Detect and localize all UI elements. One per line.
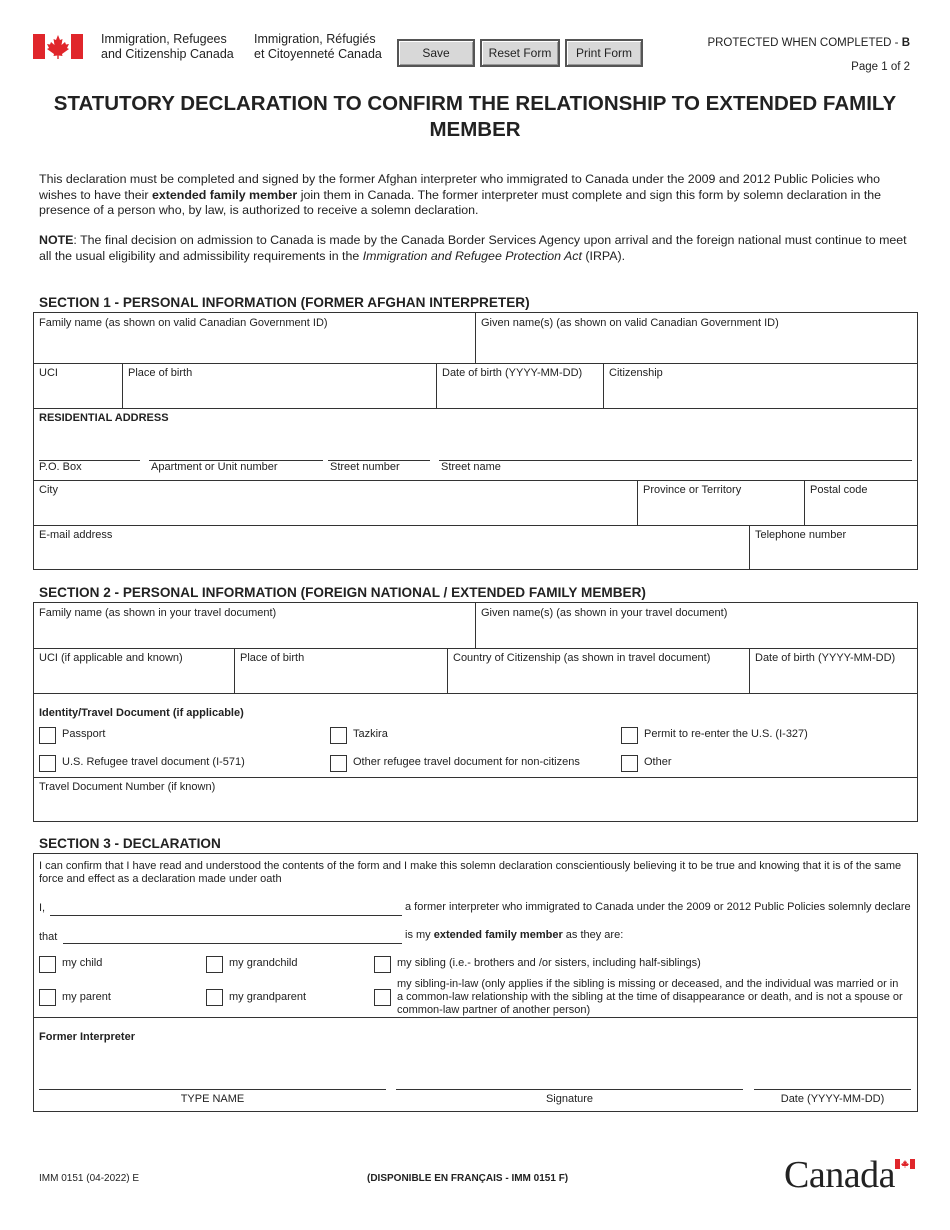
my-sibling-in-law-checkbox[interactable] xyxy=(374,989,391,1006)
canada-flag-icon xyxy=(33,34,83,59)
my-sibling-checkbox[interactable] xyxy=(374,956,391,973)
s1-place-of-birth-field[interactable]: Place of birth xyxy=(128,367,193,379)
refugee-doc-label: U.S. Refugee travel document (I-571) xyxy=(62,756,245,768)
save-button[interactable]: Save xyxy=(397,39,475,67)
my-parent-label: my parent xyxy=(62,991,111,1003)
declare-text: a former interpreter who immigrated to Canada under the 2009 or 2012 Public Policies solemnly declare xyxy=(405,901,911,913)
s2-uci-field[interactable]: UCI (if applicable and known) xyxy=(39,652,183,664)
tazkira-label: Tazkira xyxy=(353,728,388,740)
intro-paragraph: This declaration must be completed and signed by the former Afghan interpreter who immigrated to Canada under the 2009 and 2012 Public Policies who wishes to have their extended family member join them in Canada. The former interpreter must complete and sign this form by solemn declaration in the presence of a person who, by law, is authorized to receive a solemn declaration. xyxy=(39,172,882,217)
declarant-name-input[interactable] xyxy=(50,898,402,915)
refugee-doc-checkbox[interactable] xyxy=(39,755,56,772)
s1-family-name-field[interactable]: Family name (as shown on valid Canadian Government ID) xyxy=(39,317,328,329)
s2-given-names-field[interactable]: Given name(s) (as shown in your travel document) xyxy=(481,607,728,619)
s2-dob-field[interactable]: Date of birth (YYYY-MM-DD) xyxy=(755,652,896,664)
type-name-input[interactable] xyxy=(39,1059,386,1089)
reset-form-button[interactable]: Reset Form xyxy=(480,39,560,67)
s1-dob-field[interactable]: Date of birth (YYYY-MM-DD) xyxy=(442,367,583,379)
section-1-box xyxy=(33,312,918,570)
s1-given-names-field[interactable]: Given name(s) (as shown on valid Canadian Government ID) xyxy=(481,317,779,329)
my-sibling-in-law-label: my sibling-in-law (only applies if the sibling is missing or deceased, and the individual was married or in a common-law relationship with the sibling at the time of disappearance or death, and is not a spouse or common-law partner of another person) xyxy=(397,978,903,1016)
extended-family-member-text: is my extended family member as they are: xyxy=(405,929,624,941)
other-refugee-doc-checkbox[interactable] xyxy=(330,755,347,772)
my-grandparent-label: my grandparent xyxy=(229,991,307,1003)
section-3-title: SECTION 3 - DECLARATION xyxy=(39,836,221,851)
protected-label: PROTECTED WHEN COMPLETED - B xyxy=(707,37,910,49)
signature-input[interactable] xyxy=(396,1059,743,1089)
government-header xyxy=(33,30,918,78)
date-label: Date (YYYY-MM-DD) xyxy=(780,1093,885,1105)
department-name-english: Immigration, Refugees and Citizenship Canada xyxy=(101,32,234,61)
signature-label: Signature xyxy=(545,1093,594,1105)
former-interpreter-heading: Former Interpreter xyxy=(39,1031,135,1043)
s1-province-field[interactable]: Province or Territory xyxy=(643,484,742,496)
i-label: I, xyxy=(39,902,46,914)
permit-checkbox[interactable] xyxy=(621,727,638,744)
passport-checkbox[interactable] xyxy=(39,727,56,744)
family-member-name-input[interactable] xyxy=(63,926,402,943)
print-form-button[interactable]: Print Form xyxy=(565,39,643,67)
type-name-label: TYPE NAME xyxy=(180,1093,245,1105)
department-name-french: Immigration, Réfugiés et Citoyenneté Canada xyxy=(254,32,382,61)
my-grandchild-checkbox[interactable] xyxy=(206,956,223,973)
declaration-confirm-text: I can confirm that I have read and understood the contents of the form and I make this solemn declaration conscientiously believing it to be true and knowing that it is of the same force and effect as a declaration made under oath xyxy=(39,860,902,885)
s2-family-name-field[interactable]: Family name (as shown in your travel document) xyxy=(39,607,277,619)
s1-uci-field[interactable]: UCI xyxy=(39,367,58,379)
s1-residential-address-heading: RESIDENTIAL ADDRESS xyxy=(39,412,169,424)
section-2-title: SECTION 2 - PERSONAL INFORMATION (FOREIGN NATIONAL / EXTENDED FAMILY MEMBER) xyxy=(39,585,646,600)
s2-place-of-birth-field[interactable]: Place of birth xyxy=(240,652,305,664)
other-refugee-doc-label: Other refugee travel document for non-citizens xyxy=(353,756,580,768)
section-3-box xyxy=(33,853,918,1112)
other-doc-label: Other xyxy=(644,756,672,768)
my-child-checkbox[interactable] xyxy=(39,956,56,973)
my-child-label: my child xyxy=(62,957,103,969)
my-grandchild-label: my grandchild xyxy=(229,957,298,969)
s1-street-number-field[interactable]: Street number xyxy=(330,461,400,473)
my-parent-checkbox[interactable] xyxy=(39,989,56,1006)
page-number: Page 1 of 2 xyxy=(851,61,910,73)
form-code: IMM 0151 (04-2022) E xyxy=(39,1173,140,1184)
other-doc-checkbox[interactable] xyxy=(621,755,638,772)
note-paragraph: NOTE: The final decision on admission to Canada is made by the Canada Border Services Agency upon arrival and the foreign national must continue to meet all the usual eligibility and admissibility requirements in the Immigration and Refugee Protection Act (IRPA). xyxy=(39,233,907,263)
s1-po-box-field[interactable]: P.O. Box xyxy=(39,461,82,473)
canada-wordmark: Canada xyxy=(784,1154,895,1196)
section-2-box xyxy=(33,602,918,822)
s1-city-field[interactable]: City xyxy=(39,484,58,496)
s1-apt-field[interactable]: Apartment or Unit number xyxy=(151,461,278,473)
french-availability: (DISPONIBLE EN FRANÇAIS - IMM 0151 F) xyxy=(367,1173,569,1184)
form-title: STATUTORY DECLARATION TO CONFIRM THE RELATIONSHIP TO EXTENDED FAMILY MEMBER xyxy=(53,92,897,141)
s1-telephone-field[interactable]: Telephone number xyxy=(755,529,847,541)
passport-label: Passport xyxy=(62,728,106,740)
canada-wordmark-flag-icon xyxy=(895,1159,915,1169)
s1-postal-code-field[interactable]: Postal code xyxy=(810,484,868,496)
my-grandparent-checkbox[interactable] xyxy=(206,989,223,1006)
travel-doc-number-field[interactable]: Travel Document Number (if known) xyxy=(39,781,216,793)
s2-identity-doc-heading: Identity/Travel Document (if applicable) xyxy=(39,707,244,719)
s1-street-name-field[interactable]: Street name xyxy=(441,461,501,473)
permit-label: Permit to re-enter the U.S. (I-327) xyxy=(644,728,808,740)
my-sibling-label: my sibling (i.e.- brothers and /or sisters, including half-siblings) xyxy=(397,957,701,969)
s1-citizenship-field[interactable]: Citizenship xyxy=(609,367,663,379)
date-input[interactable] xyxy=(754,1059,911,1089)
tazkira-checkbox[interactable] xyxy=(330,727,347,744)
s2-country-citizenship-field[interactable]: Country of Citizenship (as shown in travel document) xyxy=(453,652,711,664)
that-label: that xyxy=(39,931,58,943)
section-1-title: SECTION 1 - PERSONAL INFORMATION (FORMER AFGHAN INTERPRETER) xyxy=(39,295,530,310)
s1-email-field[interactable]: E-mail address xyxy=(39,529,113,541)
